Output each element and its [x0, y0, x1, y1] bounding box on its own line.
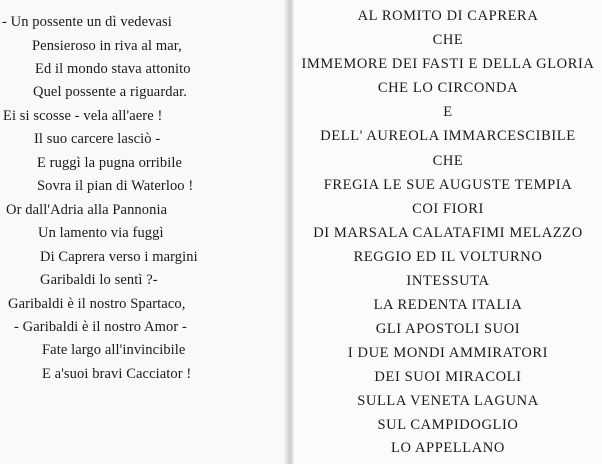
dedication-line: AL ROMITO DI CAPRERA — [357, 8, 539, 24]
poem-line: Pensieroso in riva al mar, — [32, 38, 182, 54]
poem-line: Or dall'Adria alla Pannonia — [6, 202, 168, 218]
poem-line: Quel possente a riguardar. — [33, 84, 187, 100]
poem-line: Di Caprera verso i margini — [40, 249, 198, 265]
poem-line: Un lamento via fuggì — [38, 225, 164, 241]
dedication-line: LO APPELLANO — [391, 440, 505, 456]
dedication-line: INTESSUTA — [406, 273, 490, 289]
poem-line: - Un possente un dì vedevasi — [2, 14, 172, 30]
dedication-line: I DUE MONDI AMMIRATORI — [347, 345, 549, 361]
poem-line: E a'suoi bravi Cacciator ! — [42, 366, 192, 382]
dedication-line: CHE — [432, 153, 464, 169]
poem-line: - Garibaldi è il nostro Amor - — [14, 319, 187, 335]
dedication-line: FREGIA LE SUE AUGUSTE TEMPIA — [323, 177, 573, 193]
poem-line: Ed il mondo stava attonito — [35, 61, 191, 77]
dedication-line: REGGIO ED IL VOLTURNO — [353, 249, 543, 265]
dedication-line: SULLA VENETA LAGUNA — [357, 393, 539, 409]
dedication-line: GLI APOSTOLI SUOI — [375, 321, 521, 337]
poem-line: Garibaldi lo sentì ?- — [40, 272, 158, 288]
dedication-line: LA REDENTA ITALIA — [373, 297, 523, 313]
dedication-line: E — [443, 104, 453, 120]
poem-line: Il suo carcere lasciò - — [34, 131, 161, 147]
dedication-line: CHE — [432, 32, 464, 48]
dedication-line: CHE LO CIRCONDA — [377, 80, 519, 96]
dedication-line: DEI SUOI MIRACOLI — [374, 369, 522, 385]
poem-line: Ei si scosse - vela all'aere ! — [3, 108, 163, 124]
dedication-line: IMMEMORE DEI FASTI E DELLA GLORIA — [301, 56, 595, 72]
dedication-line: DI MARSALA CALATAFIMI MELAZZO — [313, 225, 583, 241]
poem-line: Sovra il pian di Waterloo ! — [37, 178, 194, 194]
poem-line: Garibaldi è il nostro Spartaco, — [8, 296, 186, 312]
dedication-line: DELL' AUREOLA IMMARCESCIBILE — [320, 128, 576, 144]
poem-line: E ruggì la pugna orribile — [37, 155, 183, 171]
dedication-line: SUL CAMPIDOGLIO — [377, 417, 519, 433]
dedication-line: COI FIORI — [412, 201, 484, 217]
poem-line: Fate largo all'invincibile — [42, 342, 186, 358]
book-gutter — [284, 0, 294, 464]
